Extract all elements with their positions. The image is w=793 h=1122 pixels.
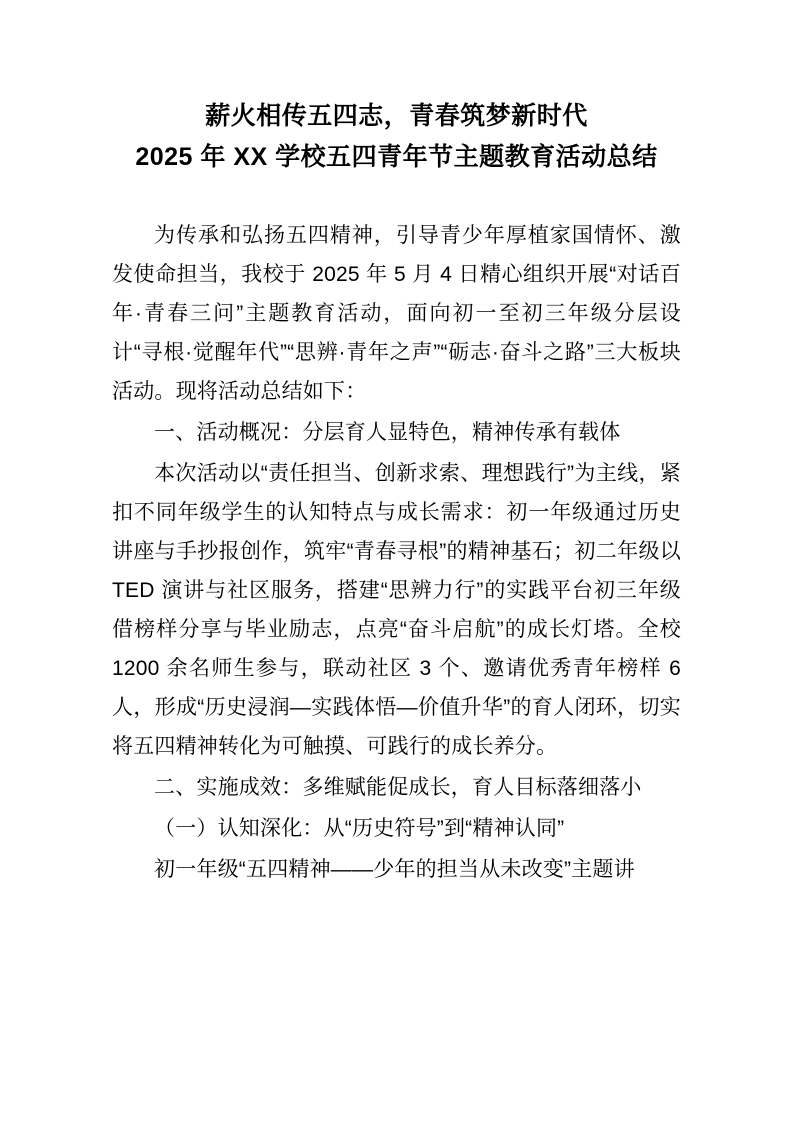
paragraph-intro: 为传承和弘扬五四精神，引导青少年厚植家国情怀、激发使命担当，我校于 2025 年 5 月 4 日精心组织开展“对话百年·青春三问”主题教育活动，面向初一至初三年级分层设计“寻根·觉醒年代”“思辨·青年之声”“砺志·奋斗之路”三大板块活动。现将活动总结如下：: [112, 224, 681, 403]
page-title: [112, 96, 681, 178]
document-body: [112, 216, 681, 889]
paragraph-section-1-heading: 一、活动概况：分层育人显特色，精神传承有载体: [154, 421, 621, 444]
page-title-line-1: 薪火相传五四志，青春筑梦新时代: [205, 102, 588, 130]
paragraph-section-2-heading: 二、实施成效：多维赋能促成长，育人目标落细落小: [154, 776, 642, 799]
paragraph-section-2-body: 初一年级“五四精神——少年的担当从未改变”主题讲: [154, 858, 635, 881]
paragraph-section-1-body: 本次活动以“责任担当、创新求索、理想践行”为主线，紧扣不同年级学生的认知特点与成长需求：初一年级通过历史讲座与手抄报创作，筑牢“青春寻根”的精神基石；初二年级以 TED 演讲与社区服务，搭建“思辨力行”的实践平台初三年级借榜样分享与毕业励志，点亮“奋斗启航”的成长灯塔。全校 1200 余名师生参与，联动社区 3 个、邀请优秀青年榜样 6 人，形成“历史浸润—实践体悟—价值升华”的育人闭环，切实将五四精神转化为可触摸、可践行的成长养分。: [112, 462, 681, 758]
page-title-line-2: 2025 年 XX 学校五四青年节主题教育活动总结: [135, 143, 658, 171]
paragraph-section-2-subheading: （一）认知深化：从“历史符号”到“精神认同”: [154, 817, 565, 840]
